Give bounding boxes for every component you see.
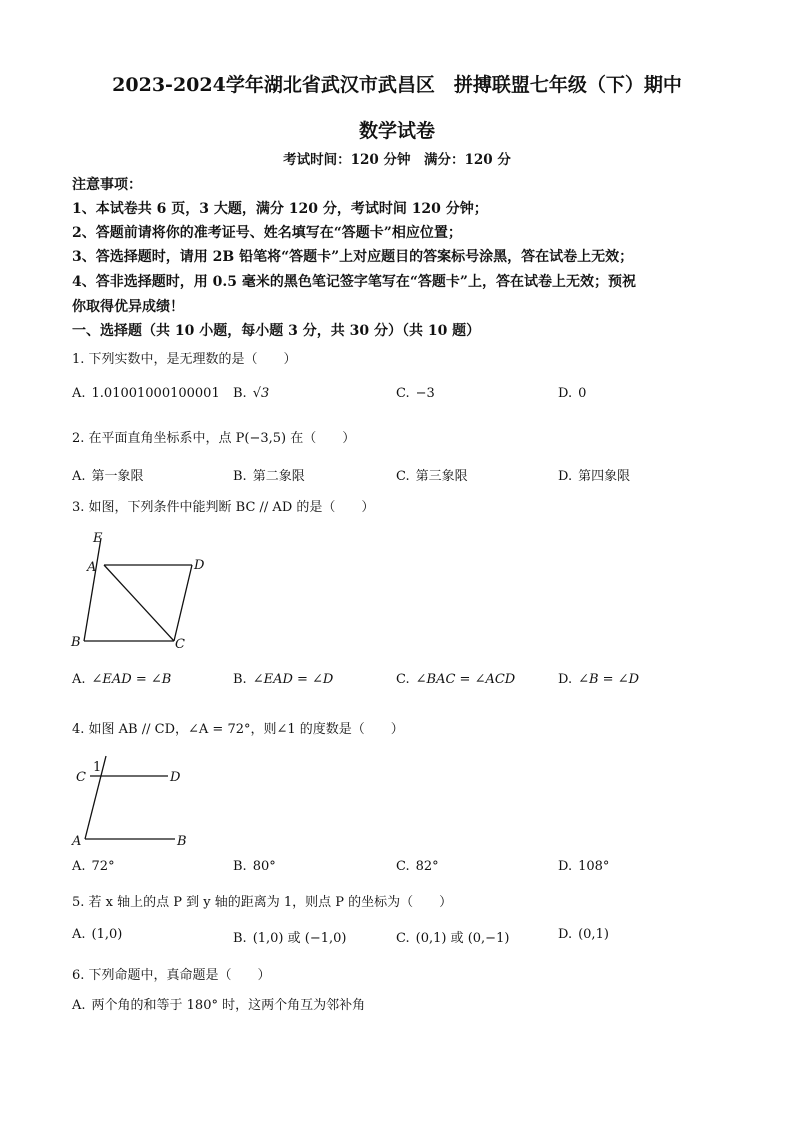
option-c (396, 927, 509, 946)
note-item: 4、答非选择题时，用 0.5 毫米的黑色笔记签字笔写在“答题卡”上，答在试卷上无效；预祝 (72, 274, 636, 290)
option-letter: B. (233, 931, 247, 946)
option-text: (1,0) (91, 927, 123, 942)
note-item: 1、本试卷共 6 页，3 大题，满分 120 分，考试时间 120 分钟； (72, 201, 488, 217)
option-c (396, 465, 468, 484)
option-text: 82° (415, 859, 439, 874)
option-b (233, 859, 276, 874)
option-text: ∠EAD = ∠B (91, 672, 172, 687)
exam-info: 考试时间：120 分钟 满分：120 分 (283, 152, 511, 168)
label-c: C (175, 637, 185, 652)
label-d: D (170, 770, 181, 785)
option-letter: B. (233, 672, 247, 687)
option-letter: A. (72, 927, 86, 942)
label-d: D (194, 558, 205, 573)
section-heading: 一、选择题（共 10 小题，每小题 3 分，共 30 分）（共 10 题） (72, 323, 481, 339)
option-b (233, 927, 346, 946)
option-text: 两个角的和等于 180° 时，这两个角互为邻补角 (91, 998, 366, 1013)
option-b (233, 386, 269, 401)
notes-heading: 注意事项： (72, 177, 142, 193)
option-letter: C. (396, 469, 410, 484)
option-letter: C. (396, 386, 410, 401)
question-stem: 5. 若 x 轴上的点 P 到 y 轴的距离为 1，则点 P 的坐标为（ ） (72, 895, 453, 910)
option-text: 第一象限 (91, 469, 144, 484)
question-stem: 2. 在平面直角坐标系中，点 P(−3,5) 在（ ） (72, 431, 356, 446)
segment-dc (174, 565, 192, 641)
segment-ac (104, 565, 174, 641)
label-a: A (87, 560, 97, 575)
option-letter: D. (558, 927, 573, 942)
line-eb (84, 538, 101, 641)
option-letter: A. (72, 469, 86, 484)
note-item: 3、答选择题时，请用 2B 铅笔将“答题卡”上对应题目的答案标号涂黑，答在试卷上无效； (72, 249, 634, 265)
exam-title: 2023-2024学年湖北省武汉市武昌区 拼搏联盟七年级（下）期中 (112, 74, 682, 96)
option-d (558, 927, 609, 942)
option-text: 72° (91, 859, 115, 874)
question-stem: 1. 下列实数中，是无理数的是（ ） (72, 352, 297, 367)
label-a: A (72, 834, 82, 849)
option-letter: D. (558, 672, 573, 687)
option-a (72, 672, 171, 687)
exam-subtitle: 数学试卷 (358, 120, 435, 142)
label-b: B (71, 635, 81, 650)
option-text: 第二象限 (252, 469, 305, 484)
option-letter: C. (396, 931, 410, 946)
option-d (558, 386, 586, 401)
option-d (558, 859, 609, 874)
question-stem: 6. 下列命题中，真命题是（ ） (72, 968, 271, 983)
option-letter: A. (72, 672, 86, 687)
label-c: C (76, 770, 86, 785)
option-letter: D. (558, 859, 573, 874)
option-letter: D. (558, 386, 573, 401)
option-text: (1,0) 或 (−1,0) (252, 931, 347, 946)
option-text: 80° (252, 859, 276, 874)
question-stem: 4. 如图 AB // CD，∠A = 72°，则∠1 的度数是（ ） (72, 722, 404, 737)
option-text: −3 (415, 386, 435, 401)
option-letter: B. (233, 859, 247, 874)
option-b (233, 672, 333, 687)
note-item: 2、答题前请将你的准考证号、姓名填写在“答题卡”相应位置； (72, 225, 462, 241)
label-e: E (93, 531, 103, 546)
option-text: (0,1) (578, 927, 609, 942)
option-text: 第三象限 (415, 469, 468, 484)
option-a (72, 386, 220, 401)
parallel-lines-figure (68, 754, 198, 850)
option-text: ∠EAD = ∠D (252, 672, 334, 687)
option-d (558, 672, 639, 687)
option-d (558, 465, 630, 484)
option-text: 第四象限 (578, 469, 631, 484)
question-stem: 3. 如图，下列条件中能判断 BC // AD 的是（ ） (72, 500, 375, 515)
option-c (396, 859, 439, 874)
option-a (72, 465, 144, 484)
label-b: B (177, 834, 187, 849)
option-text: ∠B = ∠D (578, 672, 640, 687)
option-letter: C. (396, 859, 410, 874)
note-item: 你取得优异成绩！ (72, 299, 184, 315)
parallelogram-figure (68, 526, 218, 656)
option-text: ∠BAC = ∠ACD (415, 672, 516, 687)
label-angle-1: 1 (93, 760, 102, 775)
option-letter: C. (396, 672, 410, 687)
option-letter: B. (233, 386, 247, 401)
option-a (72, 927, 122, 942)
option-a (72, 859, 115, 874)
option-letter: A. (72, 859, 86, 874)
option-text: 108° (578, 859, 610, 874)
option-c (396, 386, 435, 401)
option-text: 1.01001000100001 (91, 386, 220, 401)
option-letter: A. (72, 386, 86, 401)
option-letter: B. (233, 469, 247, 484)
option-letter: D. (558, 469, 573, 484)
option-text: √3 (252, 386, 270, 401)
option-letter: A. (72, 998, 86, 1013)
option-text: (0,1) 或 (0,−1) (415, 931, 510, 946)
option-text: 0 (578, 386, 587, 401)
option-a (72, 994, 365, 1013)
option-b (233, 465, 305, 484)
option-c (396, 672, 515, 687)
